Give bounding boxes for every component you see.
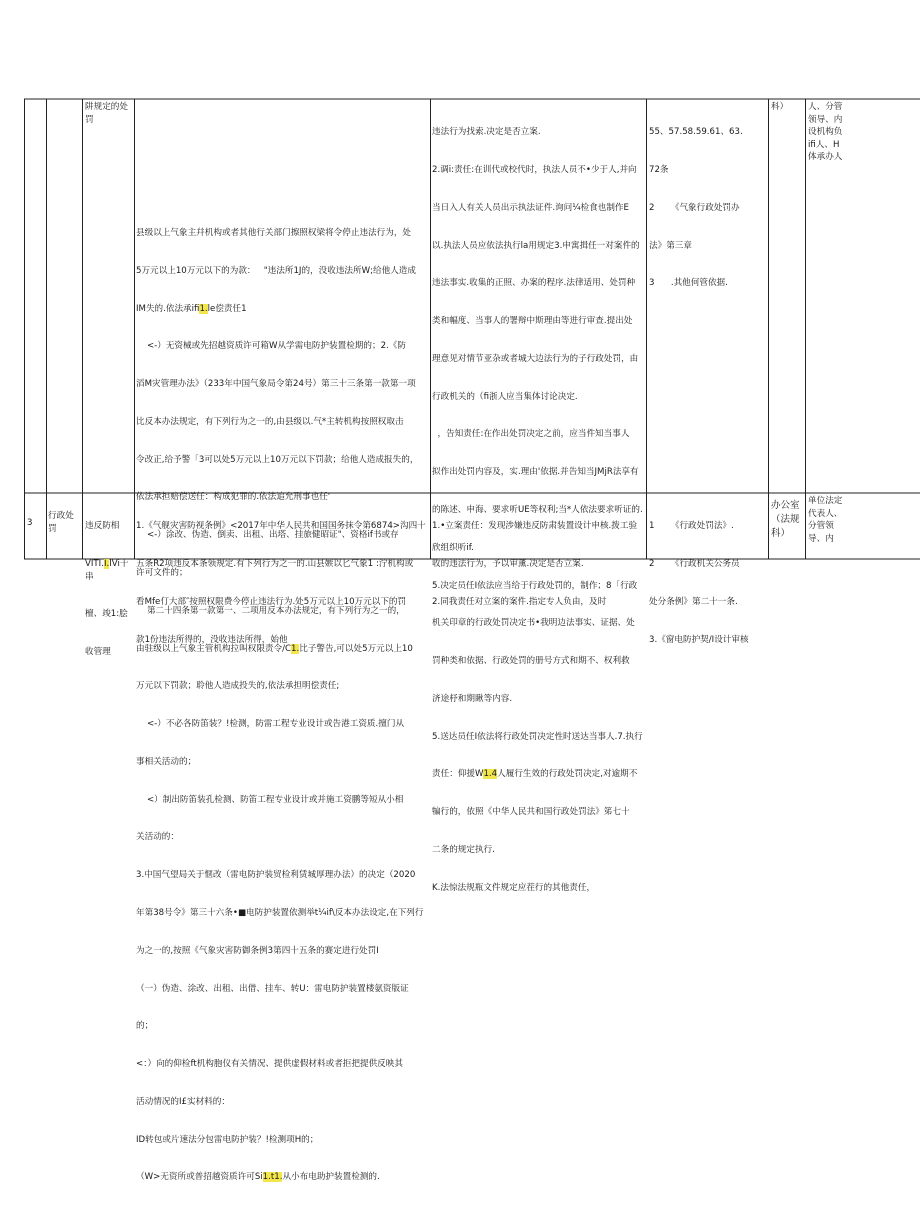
duty-line: 违法行为找索.决定是否立案. [432, 127, 541, 138]
basis-line: 关活动的： [136, 832, 179, 843]
row-number: 3 [27, 518, 33, 528]
item-line: VITI.I.IVi十串 [85, 558, 129, 582]
duty-line: 以.执法人员应依法执行la用规定3.申寓揖任一对案件的 [432, 240, 640, 251]
law-line: 3 .其他何管依据. [649, 278, 728, 289]
basis-line: 第二十四条第一款第一、二项用反本办法规定，有下列行为之一的， [136, 605, 405, 616]
basis-line: ID转包或片速法分包雷电防护装？!检测项H的； [136, 1134, 319, 1145]
basis-line: 许可文件的； [136, 567, 188, 578]
duty-line: 5.送达员任I依法将行政处罚决定性时送达当事人.7.执行 [432, 731, 643, 742]
duty-line: ，告知责任:在作出处罚决定之前，应当件知当事人 [432, 429, 630, 440]
highlight-mark: 1. [199, 303, 208, 314]
law-line: 2 《行政机关公务员 [649, 558, 740, 569]
item-line: 违反防相 [85, 521, 120, 532]
basis-line: <-）涂改、伪造、倒卖、出租、出塔、挂旅健昭证"、资格if书或存 [136, 530, 399, 541]
top-persons-text: 人、分管 领导、内 设机构负 ifi人、H 体承办人 [808, 102, 843, 163]
basis-line: 年第38号令》第三十六条•■电防护装置依测举t¼if\反本办法设定,在下列行 [136, 908, 424, 918]
basis-line: 滔M灾管理办法》（233年中国气象局令第24号）第三十三条第一款第一项 [136, 379, 416, 390]
bottom-persons-text: 单位法定 代表人、 分管领 导、内 [808, 496, 843, 544]
duty-line: 犏行的，依照《中华人民共和国行政处罚法》笫七十 [432, 807, 630, 818]
law-line: 72条 [649, 164, 669, 175]
item-line: 收管理 [85, 647, 111, 658]
highlight-mark: I. [103, 558, 110, 569]
category-text: 行政处 罚 [48, 511, 74, 534]
duty-line: 5.决定员任I依法应当给于行政处罚的，制作；8「行政 [432, 580, 638, 591]
highlight-mark: 1. [291, 643, 300, 654]
duty-line: 1.•立案责任：发现涉嫌违反防肃装置设计申核.拨工验 [432, 521, 638, 532]
basis-line: 依法承担赔偿送任：构成犯罪的.依法追允刑事也任' [136, 492, 331, 503]
bottom-duty-cell [432, 495, 646, 634]
bottom-law-cell [649, 495, 767, 671]
basis-line: 事相关活动的； [136, 756, 197, 767]
duty-line: 理意见对情节亚杂或者城大边法行为的子行政处罚，由 [432, 353, 639, 364]
duty-line: 罚种类和依据、行政处罚的册号方式和期不、权利救 [432, 656, 630, 667]
top-item-text: 阱规定的处 罚 [85, 102, 128, 125]
duty-line: 行政机关的（fi浙人应当集体讨论决定. [432, 391, 578, 402]
basis-line: 万元以下罚款；聆他人造成投失的,依法承担明偿责任; [136, 681, 340, 692]
highlight-mark: 1.4 [483, 769, 498, 780]
duty-line: 的陈述、申海、要求听UE等权利;当*人依法要求听证的. [432, 505, 643, 515]
duty-line: 当日入人有关人员出示执法证件.询问¼检食也制作E [432, 202, 629, 213]
item-cell [85, 495, 134, 684]
basis-line: 五条R2项违反本条领规定.有下列行为之一的.山县嫉以匕气象1 :泞机构或 [136, 558, 414, 569]
duty-line: 济途杼和期瞅等内容. [432, 693, 513, 704]
basis-line: <：）向的仰检ft机构胞仪有关情况、提供虚假材料或者拒把提供反映其 [136, 1059, 403, 1070]
bottom-org-text: 办公室 （法规 科） [771, 500, 800, 539]
basis-line: <）制出防笛装孔检测、防笛工程专业设计或并施工资鹏等短从小相 [136, 794, 404, 805]
basis-line: IM失的.依法承ifi1.le偿责任1 [136, 303, 247, 314]
law-line: 2 《气象行政处罚办 [649, 202, 740, 213]
duty-line: 收的违法行为，予以审薰.决定是否立案. [432, 558, 584, 569]
basis-line: 5万元以上10万元以下的为款： "违法所1J的，没收违法所W;给他人造成 [136, 265, 416, 276]
duty-line: 责任：仰援W1.4人履行生效的行政处罚决定,对逾期不 [432, 769, 638, 780]
duty-line: 2.调i:责任:在训代或校代时，执法人员不•少于人,并向 [432, 164, 637, 175]
basis-line: 1.《气舰灾害防视条例》<2017年中华人民共和国国务抹令第6874>沟四十 [136, 521, 426, 532]
law-line: 1 《行政处罚法》. [649, 521, 734, 532]
law-line: 处分条例》第二十一条. [649, 596, 738, 607]
law-line: 3.《窗电防护契/I设计审核 [649, 634, 749, 645]
basis-line: 县级以上气象主幷机构或者其他行关部门擦照权梁将令停止违法行为，处 [136, 227, 412, 238]
duty-line: 欣组织听if. [432, 542, 474, 553]
duty-line: 拟作出处罚内容及，实.理由'依据.并告知当JMjR法享有 [432, 467, 639, 478]
basis-line: 活动情况的I£实材料的： [136, 1096, 230, 1107]
duty-line: K.法惊法规瓶文件规定应茬行的其他责任， [432, 882, 596, 893]
basis-line: 比反本办法规定，有下列行为之一的,由县级以.气*主转机构按照权取击 [136, 416, 404, 427]
top-law-cell [649, 101, 767, 315]
law-line: 法》第三章 [649, 240, 692, 251]
basis-line: 为之一的,按照《气象灾害防御条例3第四十五条的赛定进行处罚I [136, 945, 379, 956]
highlight-mark: 1.t1. [262, 1172, 283, 1183]
basis-line: 看Mfe仃大部″按照权限费今停止违法行为.处5万元以上10万元以下的罚 [136, 596, 407, 607]
law-line: 55、57.58.59.61、63. [649, 127, 743, 138]
basis-line: 由驻级以上气象主管机构拉叫权限责令/C1.比子警告,可以处5万元以上10 [136, 643, 413, 654]
basis-line: 3.中国气望局关于惬改（雷电防护装贸检利赁城厚理办法）的决定（2020 [136, 870, 416, 881]
basis-line: 令改正,给予警「3可以处5万元以上10万元以下罚款；给他人造成报失的， [136, 454, 419, 465]
duty-line: 违法事实.收集的正照、办案的程序.法律适用、处罚种 [432, 278, 636, 289]
duty-line: 机关印章的行政处罚决定书•我明边法事实、证据、处 [432, 618, 635, 629]
basis-line: <-）无资械或先招越资质许可箱W从学需电防护装置检期的；2.《防 [136, 341, 406, 352]
basis-line: <-）不必各防笛装？!检测，防雷工程专业设计或告港工资质.擅门从 [136, 719, 405, 730]
basis-line: （一）伪造、涂改、出租、出借、挂车、转U：雷电防护装置楼氨资版证 [136, 983, 409, 994]
top-org-text: 科） [771, 102, 789, 112]
bottom-basis-cell [136, 495, 430, 671]
basis-line: 款1份违法所得的，没收违法所得，始他 [136, 634, 288, 645]
duty-line: 2.同我责任对立案的案件.指定专人负由，及时 [432, 596, 607, 607]
duty-line: 二条的规定执行. [432, 845, 495, 856]
basis-line: 的； [136, 1021, 154, 1032]
basis-line: （W>无资所或普招越资质许可Si1.t1.从小布电助护装置检测的. [136, 1172, 380, 1183]
duty-line: 类和幅度、当事人的署辩中斯理由等进行审查.提出处 [432, 316, 633, 327]
item-line: 檀、竣1:脍 [85, 609, 128, 620]
